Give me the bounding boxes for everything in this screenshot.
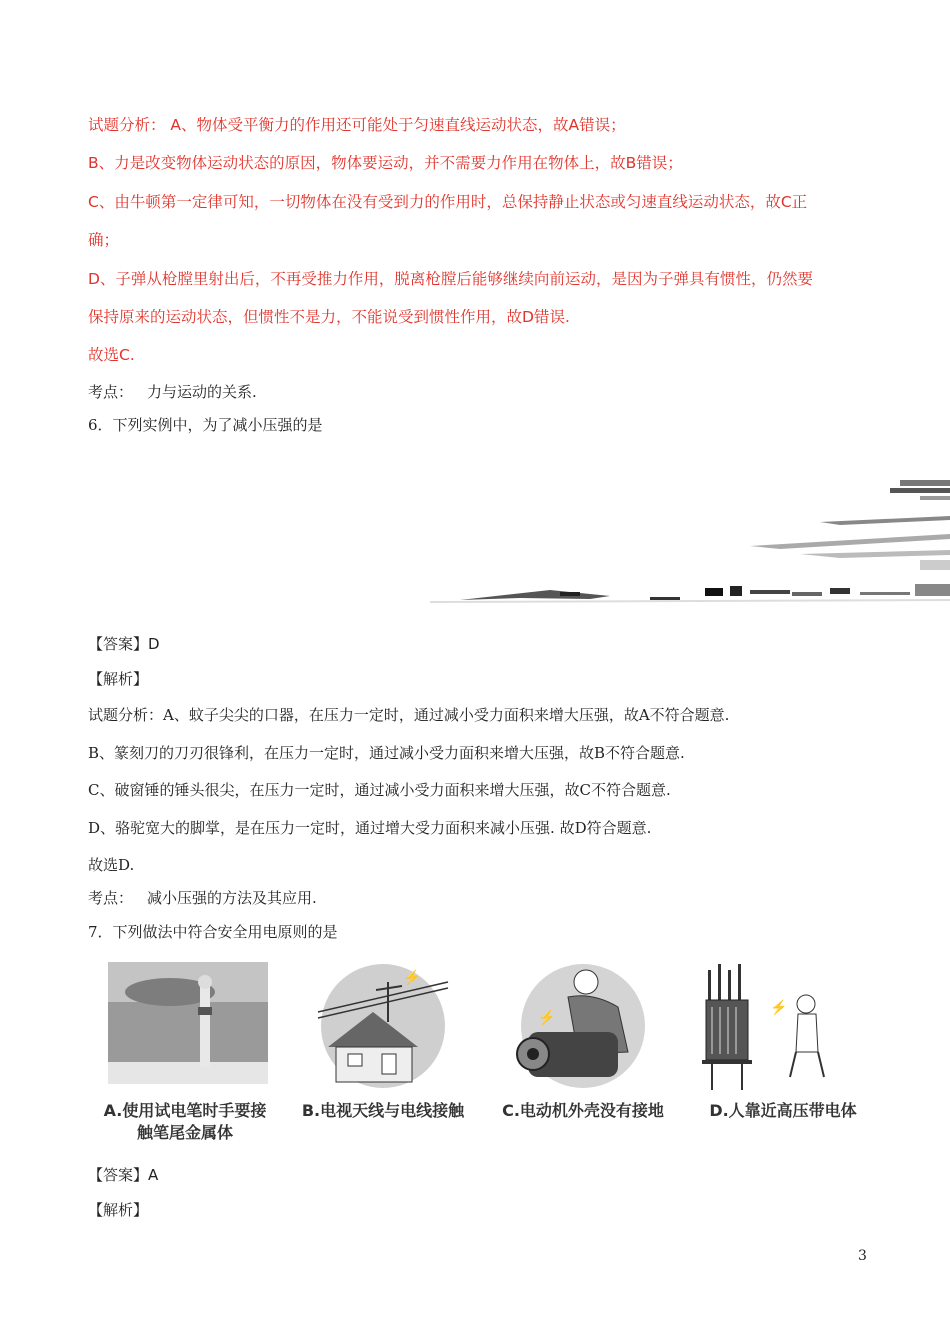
figure-b [298, 962, 468, 1132]
q6-kaodian-label: 考点： [88, 889, 134, 907]
q5-analysis-line-1: 试题分析： A、物体受平衡力的作用还可能处于匀速直线运动状态，故A错误； [88, 116, 626, 134]
scan-artifact [430, 600, 950, 602]
svg-text:⚡: ⚡ [538, 1010, 556, 1026]
q5-conclusion: 故选C. [88, 346, 135, 364]
scan-artifact [560, 592, 580, 596]
q6-analysis-label: 【解析】 [88, 670, 149, 688]
scan-artifact [830, 588, 850, 594]
scan-artifact [460, 590, 610, 600]
q7-analysis-label: 【解析】 [88, 1201, 149, 1219]
caption-a: A.使用试电笔时手要接触笔尾金属体 [103, 1101, 267, 1142]
q6-analysis-line-4: D、骆驼宽大的脚掌，是在压力一定时，通过增大受力面积来减小压强. 故D符合题意. [88, 819, 652, 837]
scan-artifact [792, 592, 822, 596]
test-pen-photo [100, 962, 270, 1090]
q6-analysis-line-2: B、篆刻刀的刀刃很锋利，在压力一定时，通过减小受力面积来增大压强，故B不符合题意. [88, 744, 685, 762]
motor-drawing [498, 962, 668, 1090]
svg-text:⚡: ⚡ [403, 970, 421, 986]
caption-d: D.人靠近高压带电体 [709, 1101, 857, 1120]
svg-text:⚡: ⚡ [770, 1000, 788, 1016]
q5-kaodian [88, 381, 257, 402]
figure-c [498, 962, 668, 1132]
q5-kaodian-value: 力与运动的关系. [147, 383, 257, 401]
q5-analysis-line-5: D、子弹从枪膛里射出后，不再受推力作用，脱离枪膛后能够继续向前运动，是因为子弹具有惯性，仍然要 [88, 270, 813, 288]
caption-c: C.电动机外壳没有接地 [502, 1101, 664, 1120]
scan-artifact [730, 586, 742, 596]
q6-kaodian-value: 减小压强的方法及其应用. [147, 889, 317, 907]
scan-artifact [750, 590, 790, 594]
scan-artifact [890, 488, 950, 493]
figure-a [100, 962, 270, 1142]
q5-analysis-line-2: B、力是改变物体运动状态的原因，物体要运动，并不需要力作用在物体上，故B错误； [88, 154, 683, 172]
page-number: 3 [858, 1248, 867, 1264]
tv-antenna-drawing [298, 962, 468, 1090]
q6-conclusion: 故选D. [88, 856, 135, 874]
scan-artifact [650, 597, 680, 600]
q6-kaodian [88, 887, 317, 908]
scan-artifact [860, 592, 910, 595]
scan-artifact [900, 480, 950, 486]
q5-analysis-line-4: 确； [88, 231, 120, 249]
scan-artifact [750, 534, 950, 549]
q7-question: 7．下列做法中符合安全用电原则的是 [88, 923, 338, 941]
figure-d [698, 962, 868, 1132]
q6-analysis-line-3: C、破窗锤的锤头很尖，在压力一定时，通过减小受力面积来增大压强，故C不符合题意. [88, 781, 671, 799]
scan-artifact [705, 588, 723, 596]
q5-kaodian-label: 考点： [88, 383, 134, 401]
q5-analysis-line-6: 保持原来的运动状态，但惯性不是力，不能说受到惯性作用，故D错误. [88, 308, 570, 326]
caption-b: B.电视天线与电线接触 [301, 1101, 465, 1120]
scan-artifact [915, 584, 950, 596]
q6-question: 6．下列实例中，为了减小压强的是 [88, 416, 323, 434]
scan-artifact [820, 516, 950, 525]
corrupted-image-strip [420, 462, 950, 612]
q5-analysis-line-3: C、由牛顿第一定律可知，一切物体在没有受到力的作用时，总保持静止状态或匀速直线运动状态，故C正 [88, 193, 808, 211]
q6-analysis-line-1: 试题分析：A、蚊子尖尖的口器，在压力一定时，通过减小受力面积来增大压强，故A不符合题意. [88, 706, 730, 724]
scan-artifact [920, 560, 950, 570]
q7-answer: 【答案】A [88, 1166, 159, 1184]
high-voltage-drawing [698, 962, 868, 1090]
scan-artifact [920, 496, 950, 500]
scan-artifact [800, 550, 950, 558]
q6-answer: 【答案】D [88, 635, 160, 653]
